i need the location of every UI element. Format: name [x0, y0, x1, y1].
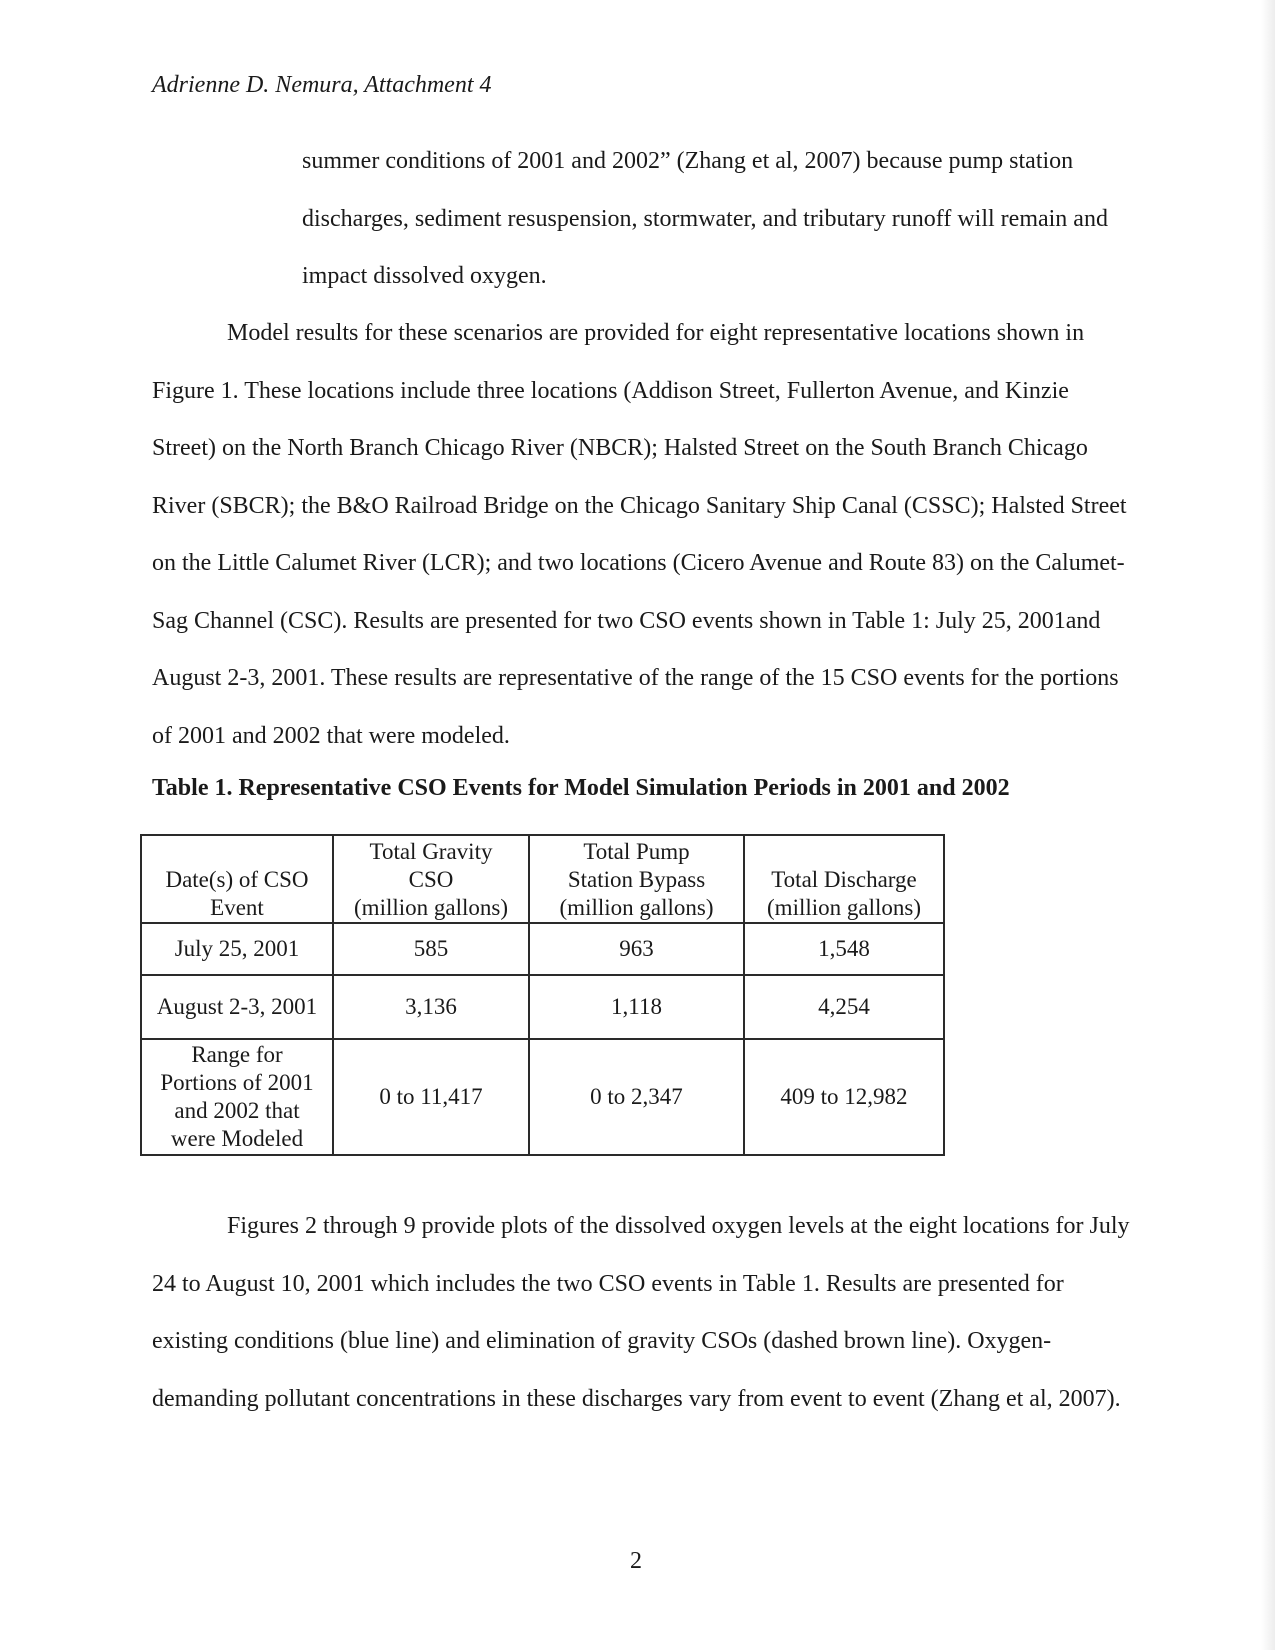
cell-gravity: 0 to 11,417: [333, 1039, 529, 1155]
cell-gravity: 585: [333, 923, 529, 975]
cell-total: 409 to 12,982: [744, 1039, 944, 1155]
scan-edge-shadow: [1261, 0, 1275, 1650]
table-row: [141, 975, 944, 1039]
page-number: 2: [630, 1548, 642, 1574]
table-caption: Table 1. Representative CSO Events for Model Simulation Periods in 2001 and 2002: [152, 775, 1010, 801]
header-gravity: [333, 835, 529, 923]
header-line: Date(s) of CSO: [165, 867, 309, 892]
cell-pump: 963: [529, 923, 744, 975]
cell-line: were Modeled: [170, 1126, 304, 1151]
table-header-row: [141, 835, 944, 923]
cell-pump: 1,118: [529, 975, 744, 1039]
header-line: (million gallons): [767, 895, 921, 920]
cell-line: Portions of 2001: [160, 1070, 314, 1095]
cell-total: 1,548: [744, 923, 944, 975]
header-line: Station Bypass: [567, 867, 706, 892]
header-pump: [529, 835, 744, 923]
cell-gravity: 3,136: [333, 975, 529, 1039]
table-row: [141, 1039, 944, 1155]
figures-paragraph: Figures 2 through 9 provide plots of the dissolved oxygen levels at the eight locations for July 24 to August 10, 2001 which includes the two CSO events in Table 1. Results are presented for existing conditions (blue line) and elimination of gravity CSOs (dashed brown line). Oxygen-demanding pollutant concentrations in these discharges vary from event to event (Zhang et al, 2007).: [152, 1213, 1130, 1412]
cell-line: and 2002 that: [174, 1098, 300, 1123]
header-line: CSO: [408, 867, 454, 892]
model-results-paragraph: Model results for these scenarios are provided for eight representative locations shown in Figure 1. These locations include three locations (Addison Street, Fullerton Avenue, and Kinzie Street) on the North Branch Chicago River (NBCR); Halsted Street on the South Branch Chicago River (SBCR); the B&O Railroad Bridge on the Chicago Sanitary Ship Canal (CSSC); Halsted Street on the Little Calumet River (LCR); and two locations (Cicero Avenue and Route 83) on the Calumet-Sag Channel (CSC). Results are presented for two CSO events shown in Table 1: July 25, 2001and August 2-3, 2001. These results are representative of the range of the 15 CSO events for the portions of 2001 and 2002 that were modeled.: [152, 320, 1127, 749]
header-total: [744, 835, 944, 923]
header-line: (million gallons): [559, 895, 714, 920]
cell-line: Range for: [191, 1042, 283, 1067]
header-line: Total Pump: [583, 839, 690, 864]
cell-date: July 25, 2001: [141, 923, 333, 975]
cso-events-table: [140, 834, 945, 1156]
cell-date: [141, 1039, 333, 1155]
table-row: [141, 923, 944, 975]
running-header: Adrienne D. Nemura, Attachment 4: [152, 72, 492, 98]
continuation-paragraph: summer conditions of 2001 and 2002” (Zhang et al, 2007) because pump station discharges, sediment resuspension, stormwater, and tributary runoff will remain and impact dissolved oxygen.: [302, 148, 1108, 289]
cell-date: August 2-3, 2001: [141, 975, 333, 1039]
header-line: Event: [210, 895, 264, 920]
header-date: [141, 835, 333, 923]
cell-total: 4,254: [744, 975, 944, 1039]
header-line: Total Discharge: [771, 867, 917, 892]
header-line: (million gallons): [354, 895, 508, 920]
cell-pump: 0 to 2,347: [529, 1039, 744, 1155]
header-line: Total Gravity: [369, 839, 493, 864]
